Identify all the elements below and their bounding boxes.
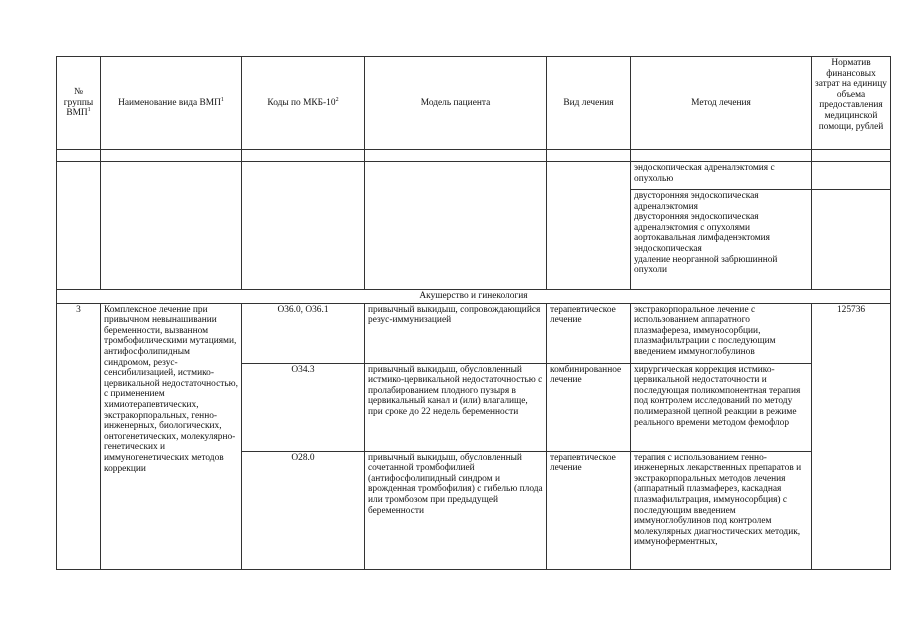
- patient-model: привычный выкидыш, сопровождающийся резус-иммунизацией: [365, 303, 547, 363]
- header-vmp-name: Наименование вида ВМП$^1$: [101, 57, 242, 150]
- header-treatment-type: Вид лечения: [547, 57, 631, 150]
- patient-model: привычный выкидыш, обусловленный сочетанной тромбофилией (антифосфолипидный синдром и врожденная тромбофилия) с гибелью плода или тромбозом при предыдущей беременности: [365, 451, 547, 569]
- section-title: Акушерство и гинекология: [57, 290, 891, 304]
- vmp-name: Комплексное лечение при привычном невынашивании беременности, вызванном тромбофилическими мутациями, антифосфолипидным синдромом, резус-сенсибилизацией, истмико-цервикальной недостаточностью, с применением химиотерапевтических, экстракорпоральных, генно-инженерных, биологических, онтогенетических, молекулярно-генетических и иммуногенетических методов коррекции: [101, 303, 242, 569]
- header-cost-norm: Норматив финансовых затрат на единицу объема предоставления медицинской помощи, рублей: [812, 57, 891, 150]
- treatment-type: комбинированное лечение: [547, 363, 631, 451]
- icd-codes: O36.0, O36.1: [242, 303, 365, 363]
- treatment-type: терапевтическое лечение: [547, 451, 631, 569]
- icd-codes: O28.0: [242, 451, 365, 569]
- vmp-table: [56, 56, 891, 570]
- table-row: [57, 303, 891, 363]
- patient-model: привычный выкидыш, обусловленный истмико-цервикальной недостаточностью с пролабированием плодного пузыря в цервикальный канал и (или) влагалище, при сроке до 22 недель беременности: [365, 363, 547, 451]
- header-row: [57, 57, 891, 150]
- header-treatment-method: Метод лечения: [631, 57, 812, 150]
- treatment-method: терапия с использованием генно-инженерных лекарственных препаратов и экстракорпоральных методов лечения (аппаратный плазмаферез, каскадная плазмафильтрация, иммуносорбция) с последующим введением иммуноглобулинов под контролем молекулярных диагностических методик, иммуноферментных,: [631, 451, 812, 569]
- table-row: [57, 162, 891, 190]
- header-icd-codes: Коды по МКБ-$10^2$: [242, 57, 365, 150]
- section-row: [57, 290, 891, 304]
- method-cell: двусторонняя эндоскопическая адреналэктомия двусторонняя эндоскопическая адреналэктомия с опухолями аортокавальная лимфаденэктомия эндоскопическая удаление неорганной забрюшинной опухоли: [631, 190, 812, 290]
- treatment-method: экстракорпоральное лечение с использованием аппаратного плазмафереза, иммуносорбции, плазмафильтрации с последующим введением иммуноглобулинов: [631, 303, 812, 363]
- cost-norm: 125736: [812, 303, 891, 569]
- treatment-method: хирургическая коррекция истмико-цервикальной недостаточности и последующая поликомпонентная терапия под контролем исследований по методу полимеразной цепной реакции в режиме реального времени методом фемофлор: [631, 363, 812, 451]
- treatment-type: терапевтическое лечение: [547, 303, 631, 363]
- method-cell: эндоскопическая адреналэктомия с опухолью: [631, 162, 812, 190]
- icd-codes: O34.3: [242, 363, 365, 451]
- group-number: 3: [57, 303, 101, 569]
- header-group-number: № группы ВМП$^1$: [57, 57, 101, 150]
- header-patient-model: Модель пациента: [365, 57, 547, 150]
- spacer-row: [57, 150, 891, 162]
